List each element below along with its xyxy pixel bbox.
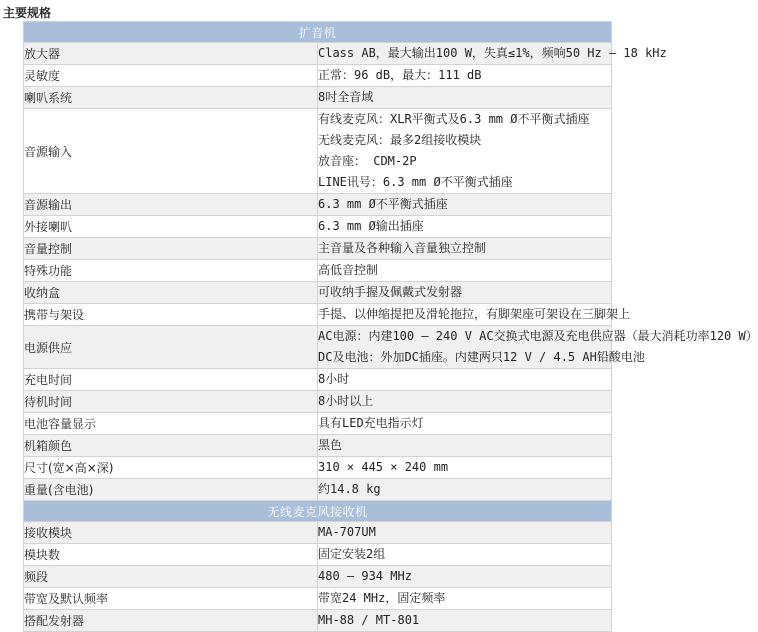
spec-value	[318, 566, 612, 588]
spec-value-line: 主音量及各种输入音量独立控制	[318, 241, 487, 255]
spec-value	[318, 216, 612, 238]
spec-value-line: 约14.8 kg	[318, 482, 381, 496]
spec-value	[318, 282, 612, 304]
spec-value-line: 手提、以伸缩提把及滑轮拖拉，有脚架座可架设在三脚架上	[318, 307, 631, 321]
spec-row	[24, 544, 612, 566]
spec-row	[24, 522, 612, 544]
spec-label: 音量控制	[24, 238, 318, 260]
spec-row	[24, 109, 612, 194]
spec-label: 外接喇叭	[24, 216, 318, 238]
spec-row	[24, 610, 612, 632]
spec-value	[318, 260, 612, 282]
spec-value	[318, 194, 612, 216]
spec-value	[318, 610, 612, 632]
spec-label: 收纳盒	[24, 282, 318, 304]
spec-row	[24, 260, 612, 282]
spec-value	[318, 479, 612, 501]
spec-row	[24, 65, 612, 87]
spec-value-line: 黑色	[318, 438, 343, 452]
spec-row	[24, 87, 612, 109]
spec-value-line: 8小时	[318, 372, 350, 386]
spec-label: 带宽及默认频率	[24, 588, 318, 610]
spec-value-line: 带宽24 MHz，固定频率	[318, 591, 446, 605]
spec-row	[24, 369, 612, 391]
section-heading: 扩音机	[24, 22, 612, 43]
spec-value	[318, 435, 612, 457]
spec-value	[318, 544, 612, 566]
spec-row	[24, 304, 612, 326]
spec-value-line: LINE讯号：6.3 mm Ø不平衡式插座	[318, 175, 513, 189]
section-header-row	[24, 22, 612, 43]
spec-label: 放大器	[24, 43, 318, 65]
spec-label: 喇叭系统	[24, 87, 318, 109]
spec-label: 电源供应	[24, 326, 318, 369]
spec-value-line: 无线麦克风：最多2组接收模块	[318, 133, 482, 147]
spec-row	[24, 479, 612, 501]
spec-value-line: AC电源：内建100 – 240 V AC交换式电源及充电供应器（最大消耗功率120 W）	[318, 329, 758, 343]
spec-value	[318, 588, 612, 610]
spec-table-body	[24, 22, 758, 632]
spec-row	[24, 43, 612, 65]
spec-value-line: 8小时以上	[318, 394, 374, 408]
spec-value	[318, 65, 612, 87]
spec-value-line: 高低音控制	[318, 263, 379, 277]
spec-value-line: 固定安装2组	[318, 547, 386, 561]
spec-label: 尺寸(宽×高×深)	[24, 457, 318, 479]
spec-row	[24, 435, 612, 457]
spec-value-line: 正常：96 dB，最大：111 dB	[318, 68, 482, 82]
spec-label: 音源输出	[24, 194, 318, 216]
spec-value-line: 有线麦克风：XLR平衡式及6.3 mm Ø不平衡式插座	[318, 112, 590, 126]
spec-row	[24, 566, 612, 588]
spec-row	[24, 326, 612, 369]
spec-value	[318, 391, 612, 413]
spec-value-line: 310 × 445 × 240 mm	[318, 460, 449, 474]
spec-table	[23, 21, 758, 632]
spec-value	[318, 87, 612, 109]
spec-value-line: DC及电池：外加DC插座。内建两只12 V / 4.5 AH铅酸电池	[318, 350, 645, 364]
spec-value	[318, 109, 612, 194]
spec-label: 携带与架设	[24, 304, 318, 326]
spec-value-line: MA-707UM	[318, 525, 376, 539]
spec-row	[24, 391, 612, 413]
spec-row	[24, 238, 612, 260]
page-title: 主要规格	[3, 6, 52, 20]
spec-row	[24, 588, 612, 610]
spec-value	[318, 369, 612, 391]
spec-value-line: 8吋全音域	[318, 90, 374, 104]
spec-label: 重量(含电池)	[24, 479, 318, 501]
spec-label: 频段	[24, 566, 318, 588]
spec-row	[24, 282, 612, 304]
spec-value	[318, 43, 667, 65]
spec-value	[318, 457, 612, 479]
spec-value	[318, 326, 758, 369]
spec-label: 充电时间	[24, 369, 318, 391]
spec-row	[24, 457, 612, 479]
spec-value-line: MH-88 / MT-801	[318, 613, 420, 627]
spec-label: 模块数	[24, 544, 318, 566]
spec-value	[318, 522, 612, 544]
spec-label: 特殊功能	[24, 260, 318, 282]
spec-value-line: 6.3 mm Ø不平衡式插座	[318, 197, 448, 211]
spec-value	[318, 413, 612, 435]
spec-label: 音源输入	[24, 109, 318, 194]
spec-value	[318, 304, 631, 326]
spec-value-line: Class AB，最大输出100 W，失真≤1%，频响50 Hz – 18 kHz	[318, 46, 667, 60]
spec-label: 电池容量显示	[24, 413, 318, 435]
spec-label: 搭配发射器	[24, 610, 318, 632]
spec-row	[24, 413, 612, 435]
spec-row	[24, 194, 612, 216]
spec-value-line: 480 – 934 MHz	[318, 569, 412, 583]
section-heading: 无线麦克风接收机	[24, 501, 612, 522]
spec-label: 灵敏度	[24, 65, 318, 87]
spec-label: 待机时间	[24, 391, 318, 413]
spec-value-line: 放音座： CDM-2P	[318, 154, 417, 168]
section-header-row	[24, 501, 612, 522]
spec-value	[318, 238, 612, 260]
spec-row	[24, 216, 612, 238]
spec-value-line: 可收纳手握及佩戴式发射器	[318, 285, 463, 299]
spec-label: 机箱颜色	[24, 435, 318, 457]
spec-value-line: 具有LED充电指示灯	[318, 416, 424, 430]
spec-value-line: 6.3 mm Ø输出插座	[318, 219, 424, 233]
spec-label: 接收模块	[24, 522, 318, 544]
